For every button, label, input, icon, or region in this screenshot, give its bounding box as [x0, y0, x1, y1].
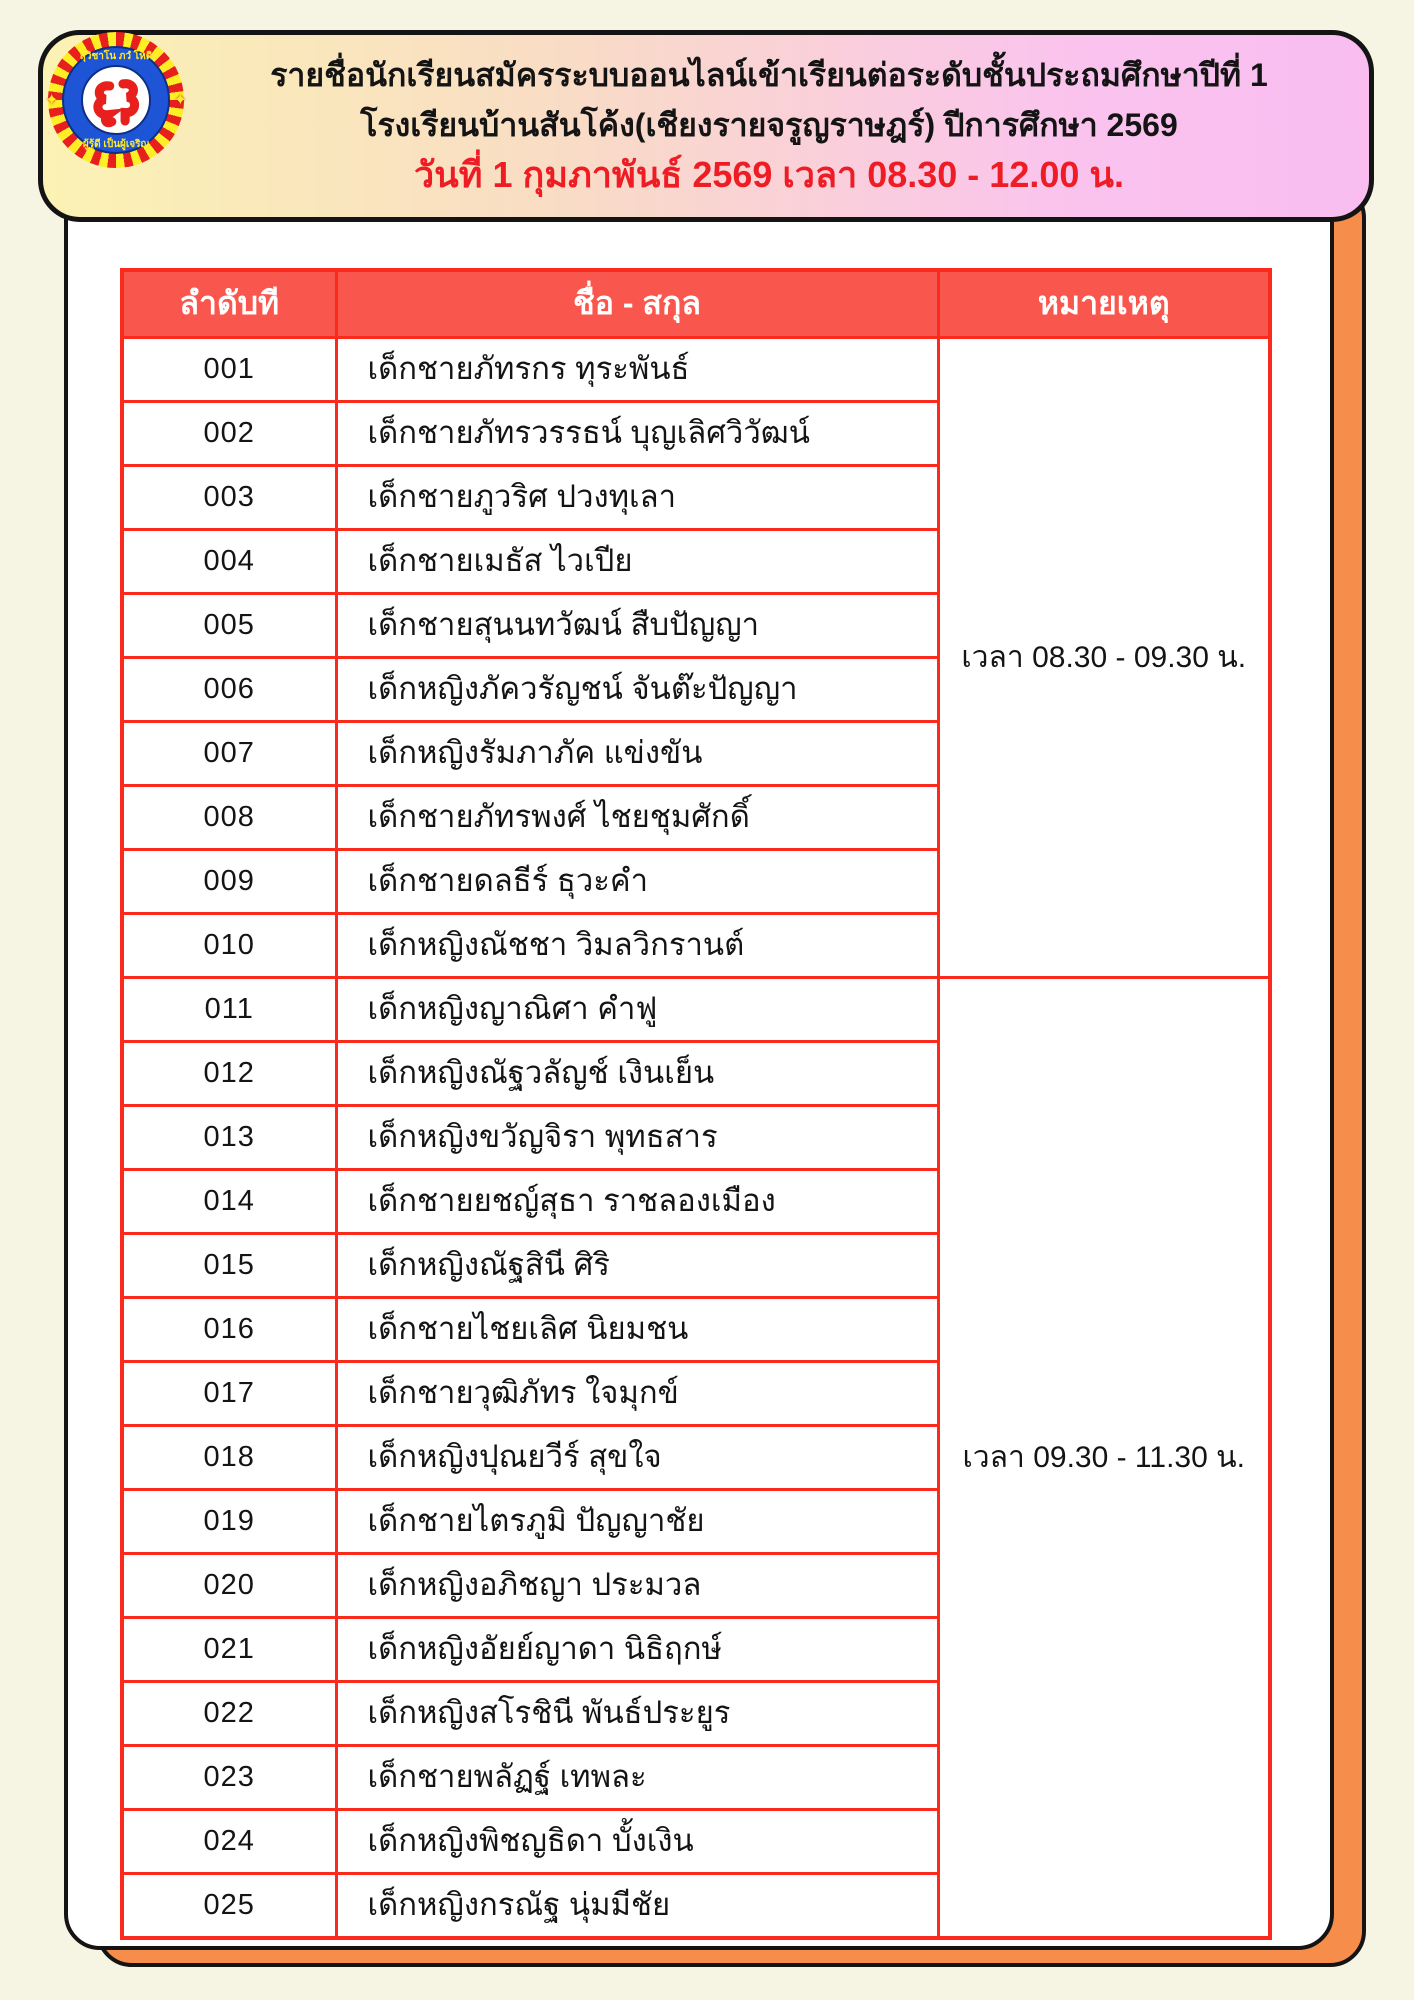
- student-name-cell: เด็กชายเมธัส ไวเปีย: [336, 530, 938, 594]
- student-name-cell: เด็กหญิงขวัญจิรา พุทธสาร: [336, 1106, 938, 1170]
- row-number-cell: 008: [122, 786, 336, 850]
- title-line-3-date: วันที่ 1 กุมภาพันธ์ 2569 เวลา 08.30 - 12.00 น.: [413, 154, 1125, 196]
- emblem-motto-top: สุวิชาโน ภวํ โหติ: [79, 51, 153, 62]
- student-name-cell: เด็กหญิงณัชชา วิมลวิกรานต์: [336, 914, 938, 978]
- student-name-cell: เด็กหญิงรัมภาภัค แข่งขัน: [336, 722, 938, 786]
- column-header-name: ชื่อ - สกุล: [336, 270, 938, 338]
- row-number-cell: 018: [122, 1426, 336, 1490]
- row-number-cell: 017: [122, 1362, 336, 1426]
- student-name-cell: เด็กหญิงสโรชินี พันธ์ประยูร: [336, 1682, 938, 1746]
- student-name-cell: เด็กหญิงปุณยวีร์ สุขใจ: [336, 1426, 938, 1490]
- row-number-cell: 006: [122, 658, 336, 722]
- row-number-cell: 014: [122, 1170, 336, 1234]
- emblem-diamond-icon: ✦: [45, 92, 59, 109]
- student-name-cell: เด็กชายภูวริศ ปวงทุเลา: [336, 466, 938, 530]
- row-number-cell: 009: [122, 850, 336, 914]
- student-name-cell: เด็กหญิงอัยย์ญาดา นิธิฤกษ์: [336, 1618, 938, 1682]
- student-name-cell: เด็กหญิงพิชญธิดา บั้งเงิน: [336, 1810, 938, 1874]
- emblem-motto-bottom: ผู้รู้ดี เป็นผู้เจริญ: [82, 139, 150, 150]
- student-name-cell: เด็กชายภัทรวรรธน์ บุญเลิศวิวัฒน์: [336, 402, 938, 466]
- student-table-header: [122, 270, 1270, 338]
- emblem-monogram-icon: [81, 65, 151, 135]
- remark-cell: เวลา 09.30 - 11.30 น.: [938, 978, 1270, 1939]
- column-header-remark: หมายเหตุ: [938, 270, 1270, 338]
- student-name-cell: เด็กชายภัทรกร ทุระพันธ์: [336, 338, 938, 402]
- student-name-cell: เด็กชายยชญ์สุธา ราชลองเมือง: [336, 1170, 938, 1234]
- title-line-1: รายชื่อนักเรียนสมัครระบบออนไลน์เข้าเรียนต่อระดับชั้นประถมศึกษาปีที่ 1: [270, 57, 1268, 94]
- student-name-cell: เด็กชายสุนนทวัฒน์ สืบปัญญา: [336, 594, 938, 658]
- student-name-cell: เด็กชายภัทรพงศ์ ไชยชุมศักดิ์: [336, 786, 938, 850]
- header-banner: [38, 30, 1374, 222]
- row-number-cell: 023: [122, 1746, 336, 1810]
- row-number-cell: 015: [122, 1234, 336, 1298]
- student-name-cell: เด็กชายพลัฏฐ์ เทพละ: [336, 1746, 938, 1810]
- row-number-cell: 019: [122, 1490, 336, 1554]
- row-number-cell: 021: [122, 1618, 336, 1682]
- student-name-cell: เด็กหญิงญาณิศา คำฟู: [336, 978, 938, 1042]
- student-name-cell: เด็กชายไชยเลิศ นิยมชน: [336, 1298, 938, 1362]
- row-number-cell: 012: [122, 1042, 336, 1106]
- emblem-diamond-icon: ✦: [173, 92, 187, 109]
- row-number-cell: 010: [122, 914, 336, 978]
- student-table-body: [122, 338, 1270, 1939]
- student-name-cell: เด็กหญิงอภิชญา ประมวล: [336, 1554, 938, 1618]
- student-name-cell: เด็กหญิงกรณัฐ นุ่มมีชัย: [336, 1874, 938, 1939]
- row-number-cell: 007: [122, 722, 336, 786]
- row-number-cell: 004: [122, 530, 336, 594]
- row-number-cell: 020: [122, 1554, 336, 1618]
- student-name-cell: เด็กชายไตรภูมิ ปัญญาชัย: [336, 1490, 938, 1554]
- student-name-cell: เด็กหญิงภัควรัญชน์ จันต๊ะปัญญา: [336, 658, 938, 722]
- school-emblem: [45, 32, 187, 168]
- row-number-cell: 011: [122, 978, 336, 1042]
- header-row: [122, 270, 1270, 338]
- row-number-cell: 013: [122, 1106, 336, 1170]
- row-number-cell: 016: [122, 1298, 336, 1362]
- table-row: [122, 978, 1270, 1042]
- row-number-cell: 024: [122, 1810, 336, 1874]
- row-number-cell: 002: [122, 402, 336, 466]
- row-number-cell: 003: [122, 466, 336, 530]
- student-name-cell: เด็กชายวุฒิภัทร ใจมุกข์: [336, 1362, 938, 1426]
- student-name-cell: เด็กชายดลธีร์ ธุวะคำ: [336, 850, 938, 914]
- student-name-cell: เด็กหญิงณัฐวลัญช์ เงินเย็น: [336, 1042, 938, 1106]
- title-line-2: โรงเรียนบ้านสันโค้ง(เชียงรายจรูญราษฎร์) ปีการศึกษา 2569: [360, 106, 1178, 143]
- student-table: [120, 268, 1272, 1940]
- row-number-cell: 025: [122, 1874, 336, 1939]
- row-number-cell: 001: [122, 338, 336, 402]
- header-titles: [43, 35, 1369, 217]
- table-row: [122, 338, 1270, 402]
- remark-cell: เวลา 08.30 - 09.30 น.: [938, 338, 1270, 978]
- student-name-cell: เด็กหญิงณัฐสินี ศิริ: [336, 1234, 938, 1298]
- row-number-cell: 022: [122, 1682, 336, 1746]
- row-number-cell: 005: [122, 594, 336, 658]
- column-header-number: ลำดับที: [122, 270, 336, 338]
